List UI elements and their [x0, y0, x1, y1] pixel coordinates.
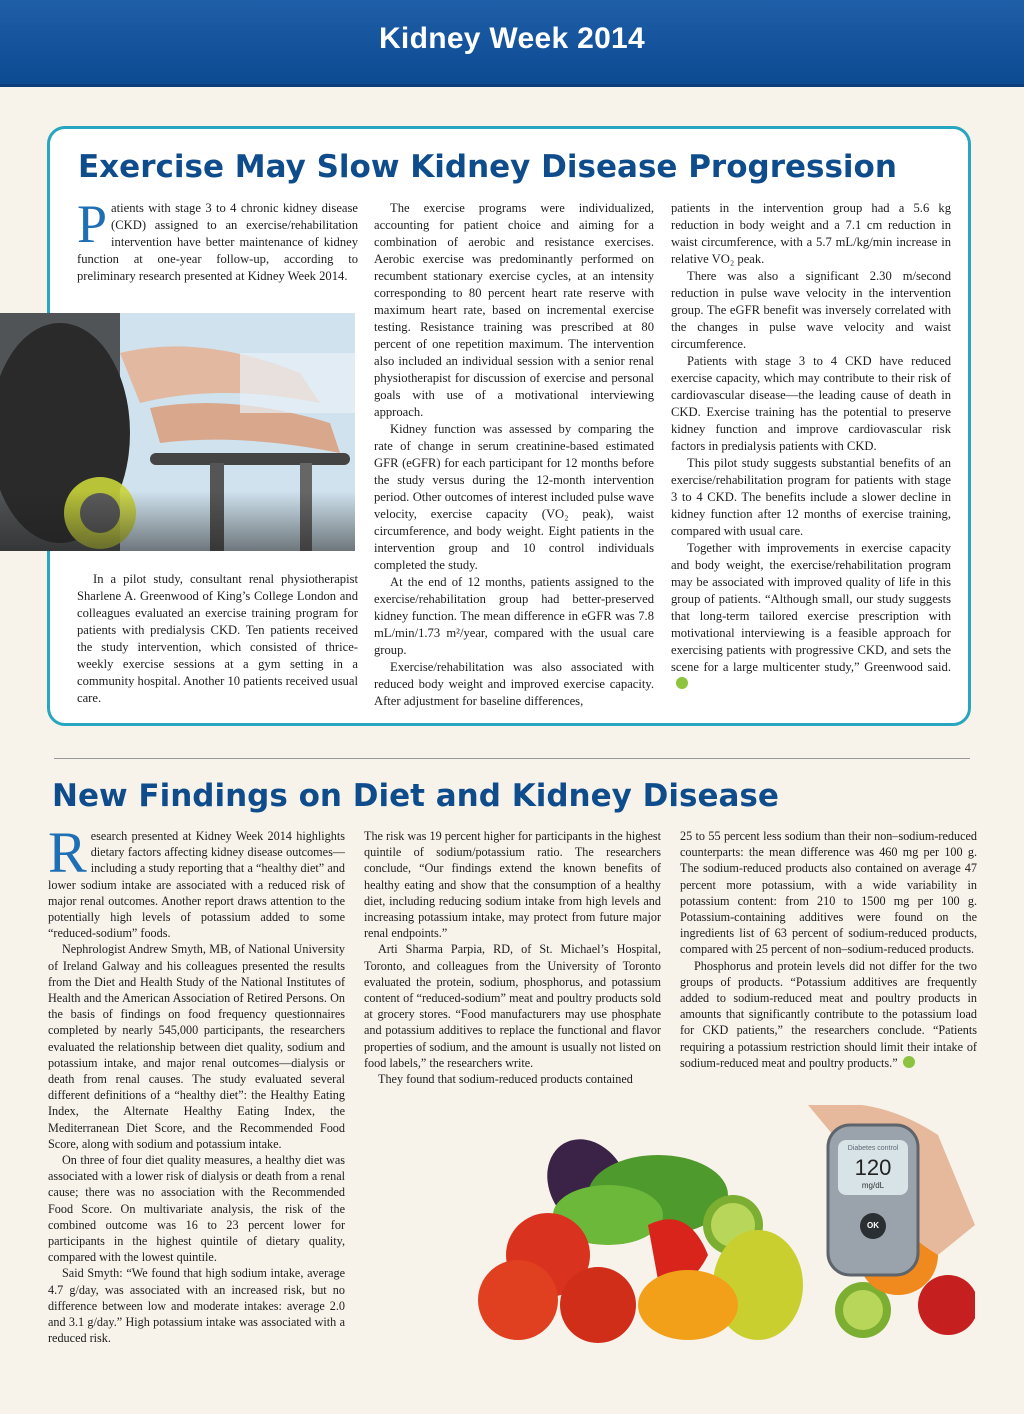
paragraph: There was also a significant 2.30 m/second reduction in pulse wave velocity in the intervention group. The eGFR benefit was inversely correlated with the changes in pulse wave velocity and waist circumference. [671, 269, 951, 351]
paragraph: 25 to 55 percent less sodium than their non–sodium-reduced counterparts: the mean difference was 460 mg per 100 g. The sodium-reduced products also contained on average 47 percent more potassium, with a wide variability in potassium content: from 210 to 1500 mg per 100 g. Potassium-containing additives were found on the ingredients list of 63 percent of sodium-reduced products, compared with 25 percent of non–sodium-reduced products. [680, 829, 977, 957]
photo-shadow [0, 491, 355, 551]
paragraph: patients in the intervention group had a 5.6 kg reduction in body weight and a 7.1 cm reduction in waist circumference, with a 5.7 mL/kg/min increase in relative VO₂ peak. [671, 201, 951, 266]
vegetables-glucose-meter-photo [458, 1105, 975, 1355]
paragraph: Kidney function was assessed by comparing the rate of change in serum creatinine-based estimated GFR (eGFR) for each participant for 12 months before the study versus during the 12-month intervention period. Other outcomes of interest included pulse wave velocity, exercise capacity (VO₂ peak), waist circumference, and body weight. Eight patients in the intervention group and 10 control individuals completed the study. [374, 422, 654, 572]
drop-cap: P [77, 194, 108, 254]
paragraph-text: atients with stage 3 to 4 chronic kidney disease (CKD) assigned to an exercise/rehabilitation intervention have better maintenance of kidney function at one-year follow-up, according to preliminary research presented at Kidney Week 2014. [77, 201, 358, 283]
paragraph: The exercise programs were individualized, accounting for patient choice and aiming for a combination of aerobic and resistance exercises. Aerobic exercise was predominantly performed on recumbent stationary exercise cycles, at an intensity corresponding to 80 percent heart rate reserve with maximum heart rate, based on incremental exercise testing. Resistance training was prescribed at 80 percent of one repetition maximum. The intervention also included an individual session with a senior renal physiotherapist for discussion of exercise and personal goals with use of a motivational interviewing approach. [374, 201, 654, 419]
meter-unit: mg/dL [861, 1181, 885, 1190]
meter-reading: 120 [854, 1155, 892, 1180]
vegetables-illustration [458, 1105, 975, 1355]
meter-ok-button: OK [860, 1213, 886, 1239]
paragraph: Exercise/rehabilitation was also associated with reduced body weight and improved exercise capacity. After adjustment for baseline differences, [374, 660, 654, 708]
article-column-3 [671, 200, 951, 693]
article2-column-2 [364, 828, 661, 1087]
paragraph: On three of four diet quality measures, a healthy diet was associated with a lower risk of dialysis or death from a renal cause; there was no association with the Recommended Food Score. On multivariate analysis, the risk of the combined outcome was 16 to 23 percent lower for participants in the highest quintile of dietary quality, compared with the lowest quintile. [48, 1153, 345, 1265]
end-mark-icon [676, 677, 688, 689]
article-title: Exercise May Slow Kidney Disease Progression [78, 149, 897, 185]
paragraph [77, 194, 358, 285]
article-column-1-lower [77, 571, 358, 707]
paragraph: In a pilot study, consultant renal physiotherapist Sharlene A. Greenwood of King’s College London and colleagues evaluated an exercise training program for patients with predialysis CKD. Ten patients received the study intervention, which consisted of thrice-weekly exercise sessions at a gym setting in a community hospital. Another 10 patients received usual care. [77, 572, 358, 705]
article-title-diet: New Findings on Diet and Kidney Disease [52, 778, 779, 814]
paragraph-text: Phosphorus and protein levels did not differ for the two groups of products. “Potassium additives are frequently added to sodium-reduced meat and poultry products in amounts that significantly contribute to the potassium load for CKD patients,” the researchers conclude. “Patients requiring a potassium restriction should limit their intake of sodium-reduced meat and poultry products.” [680, 958, 977, 1070]
paragraph-text: Together with improvements in exercise capacity and body weight, the exercise/rehabilitation program may be associated with improved quality of life in this group of patients. “Although small, our study suggests that long-term tailored exercise prescription with motivational interviewing is a feasible approach for exercising patients with progressive CKD, and sets the scene for a large multicenter study,” Greenwood said. [671, 541, 951, 674]
exercise-cycling-photo [0, 313, 355, 551]
page-header [0, 0, 1024, 87]
article2-column-3 [680, 828, 977, 1071]
paragraph: They found that sodium-reduced products contained [378, 1072, 633, 1087]
article-column-2 [374, 200, 654, 710]
drop-cap: R [48, 820, 87, 885]
paragraph: Patients with stage 3 to 4 CKD have reduced exercise capacity, which may contribute to their risk of cardiovascular disease—the leading cause of death in CKD. Exercise training has the potential to preserve kidney function and improve cardiovascular risk factors in predialysis patients with CKD. [671, 354, 951, 453]
paragraph: At the end of 12 months, patients assigned to the exercise/rehabilitation group had better-preserved kidney function. The mean difference in eGFR was 7.8 mL/min/1.73 m²/year, compared with the usual care group. [374, 575, 654, 657]
paragraph: Nephrologist Andrew Smyth, MB, of National University of Ireland Galway and his colleagues presented the results from the Diet and Health Study of the National Institutes of Health and the American Association of Retired Persons. On the basis of findings on food frequency questionnaires completed by nearly 545,000 participants, the researchers evaluated the relationship between diet quality, sodium and potassium intake, and major renal outcomes—dialysis or death from renal causes. The study evaluated several different definitions of a “healthy diet”: the Healthy Eating Index, the Alternate Healthy Eating Index, the Mediterranean Diet Score, and the Recommended Food Score, along with sodium and potassium intake. [48, 942, 345, 1151]
paragraph: Arti Sharma Parpia, RD, of St. Michael’s Hospital, Toronto, and colleagues from the University of Toronto evaluated the protein, sodium, phosphorus, and potassium content of “reduced-sodium” meat and poultry products sold at grocery stores. “Food manufacturers may use phosphate and potassium additives to replace the functional and flavor properties of sodium, and the amount is usually not listed on food labels,” the researchers write. [364, 942, 661, 1070]
paragraph [48, 820, 345, 941]
header-title: Kidney Week 2014 [378, 22, 646, 55]
paragraph: Said Smyth: “We found that high sodium intake, average 4.7 g/day, was associated with an increased risk, but no difference between low and moderate intakes: average 2.0 and 3.1 g/day.” High potassium intake was associated with a reduced risk. [48, 1266, 345, 1346]
meter-brand: Diabetes control [847, 1145, 899, 1152]
paragraph: This pilot study suggests substantial benefits of an exercise/rehabilitation program for patients with stage 3 to 4 CKD. The benefits include a slower decline in kidney function after 12 months of exercise training, compared with usual care. [671, 456, 951, 538]
article-column-1 [77, 194, 358, 285]
paragraph-text: esearch presented at Kidney Week 2014 highlights dietary factors affecting kidney disease outcomes—including a study reporting that a “healthy diet” and lower sodium intake are associated with a reduced risk of major renal outcomes. Another report draws attention to the potentially high levels of potassium added to some “reduced-sodium” foods. [48, 829, 345, 941]
end-mark-icon [903, 1056, 915, 1068]
paragraph: The risk was 19 percent higher for participants in the highest quintile of sodium/potassium ratio. The researchers conclude, “Our findings extend the known benefits of healthy eating and show that the consumption of a healthy diet, including reducing sodium intake from high levels and increasing potassium intake, may protect from future major renal endpoints.” [364, 829, 661, 941]
paragraph [671, 540, 951, 693]
article2-column-1 [48, 820, 345, 1347]
section-divider [54, 758, 970, 759]
paragraph [680, 958, 977, 1071]
